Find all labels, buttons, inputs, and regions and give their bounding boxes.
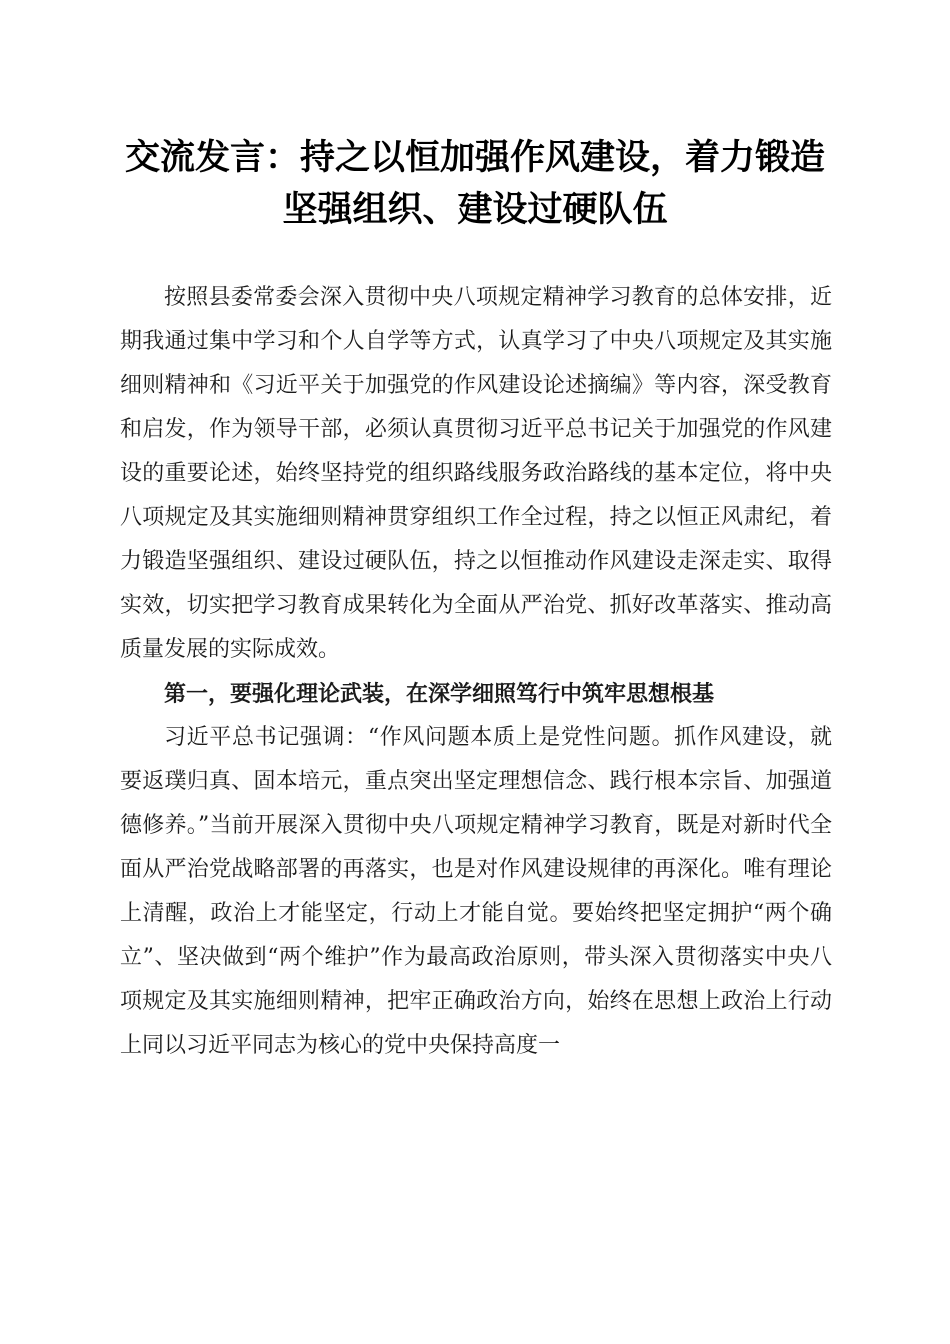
title-line-1: 交流发言：持之以恒加强作风建设，着力锻造 (124, 137, 825, 178)
document-title (100, 132, 850, 236)
intro-paragraph: 按照县委常委会深入贯彻中央八项规定精神学习教育的总体安排，近期我通过集中学习和个人自学等方式，认真学习了中央八项规定及其实施细则精神和《习近平关于加强党的作风建设论述摘编》等内容，深受教育和启发，作为领导干部，必须认真贯彻习近平总书记关于加强党的作风建设的重要论述，始终坚持党的组织路线服务政治路线的基本定位，将中央八项规定及其实施细则精神贯穿组织工作全过程，持之以恒正风肃纪，着力锻造坚强组织、建设过硬队伍，持之以恒推动作风建设走深走实、取得实效，切实把学习教育成果转化为全面从严治党、抓好改革落实、推动高质量发展的实际成效。 (120, 285, 832, 662)
section-paragraph: 习近平总书记强调：“作风问题本质上是党性问题。抓作风建设，就要返璞归真、固本培元，重点突出坚定理想信念、践行根本宗旨、加强道德修养。”当前开展深入贯彻中央八项规定精神学习教育，既是对新时代全面从严治党战略部署的再落实，也是对作风建设规律的再深化。唯有理论上清醒，政治上才能坚定，行动上才能自觉。要始终把坚定拥护“两个确立”、坚决做到“两个维护”作为最高政治原则，带头深入贯彻落实中央八项规定及其实施细则精神，把牢正确政治方向，始终在思想上政治上行动上同以习近平同志为核心的党中央保持高度一 (120, 725, 832, 1058)
title-line-2: 坚强组织、建设过硬队伍 (282, 189, 668, 230)
document-body (120, 276, 832, 1068)
section-heading: 第一，要强化理论武装，在深学细照笃行中筑牢思想根基 (164, 681, 715, 707)
